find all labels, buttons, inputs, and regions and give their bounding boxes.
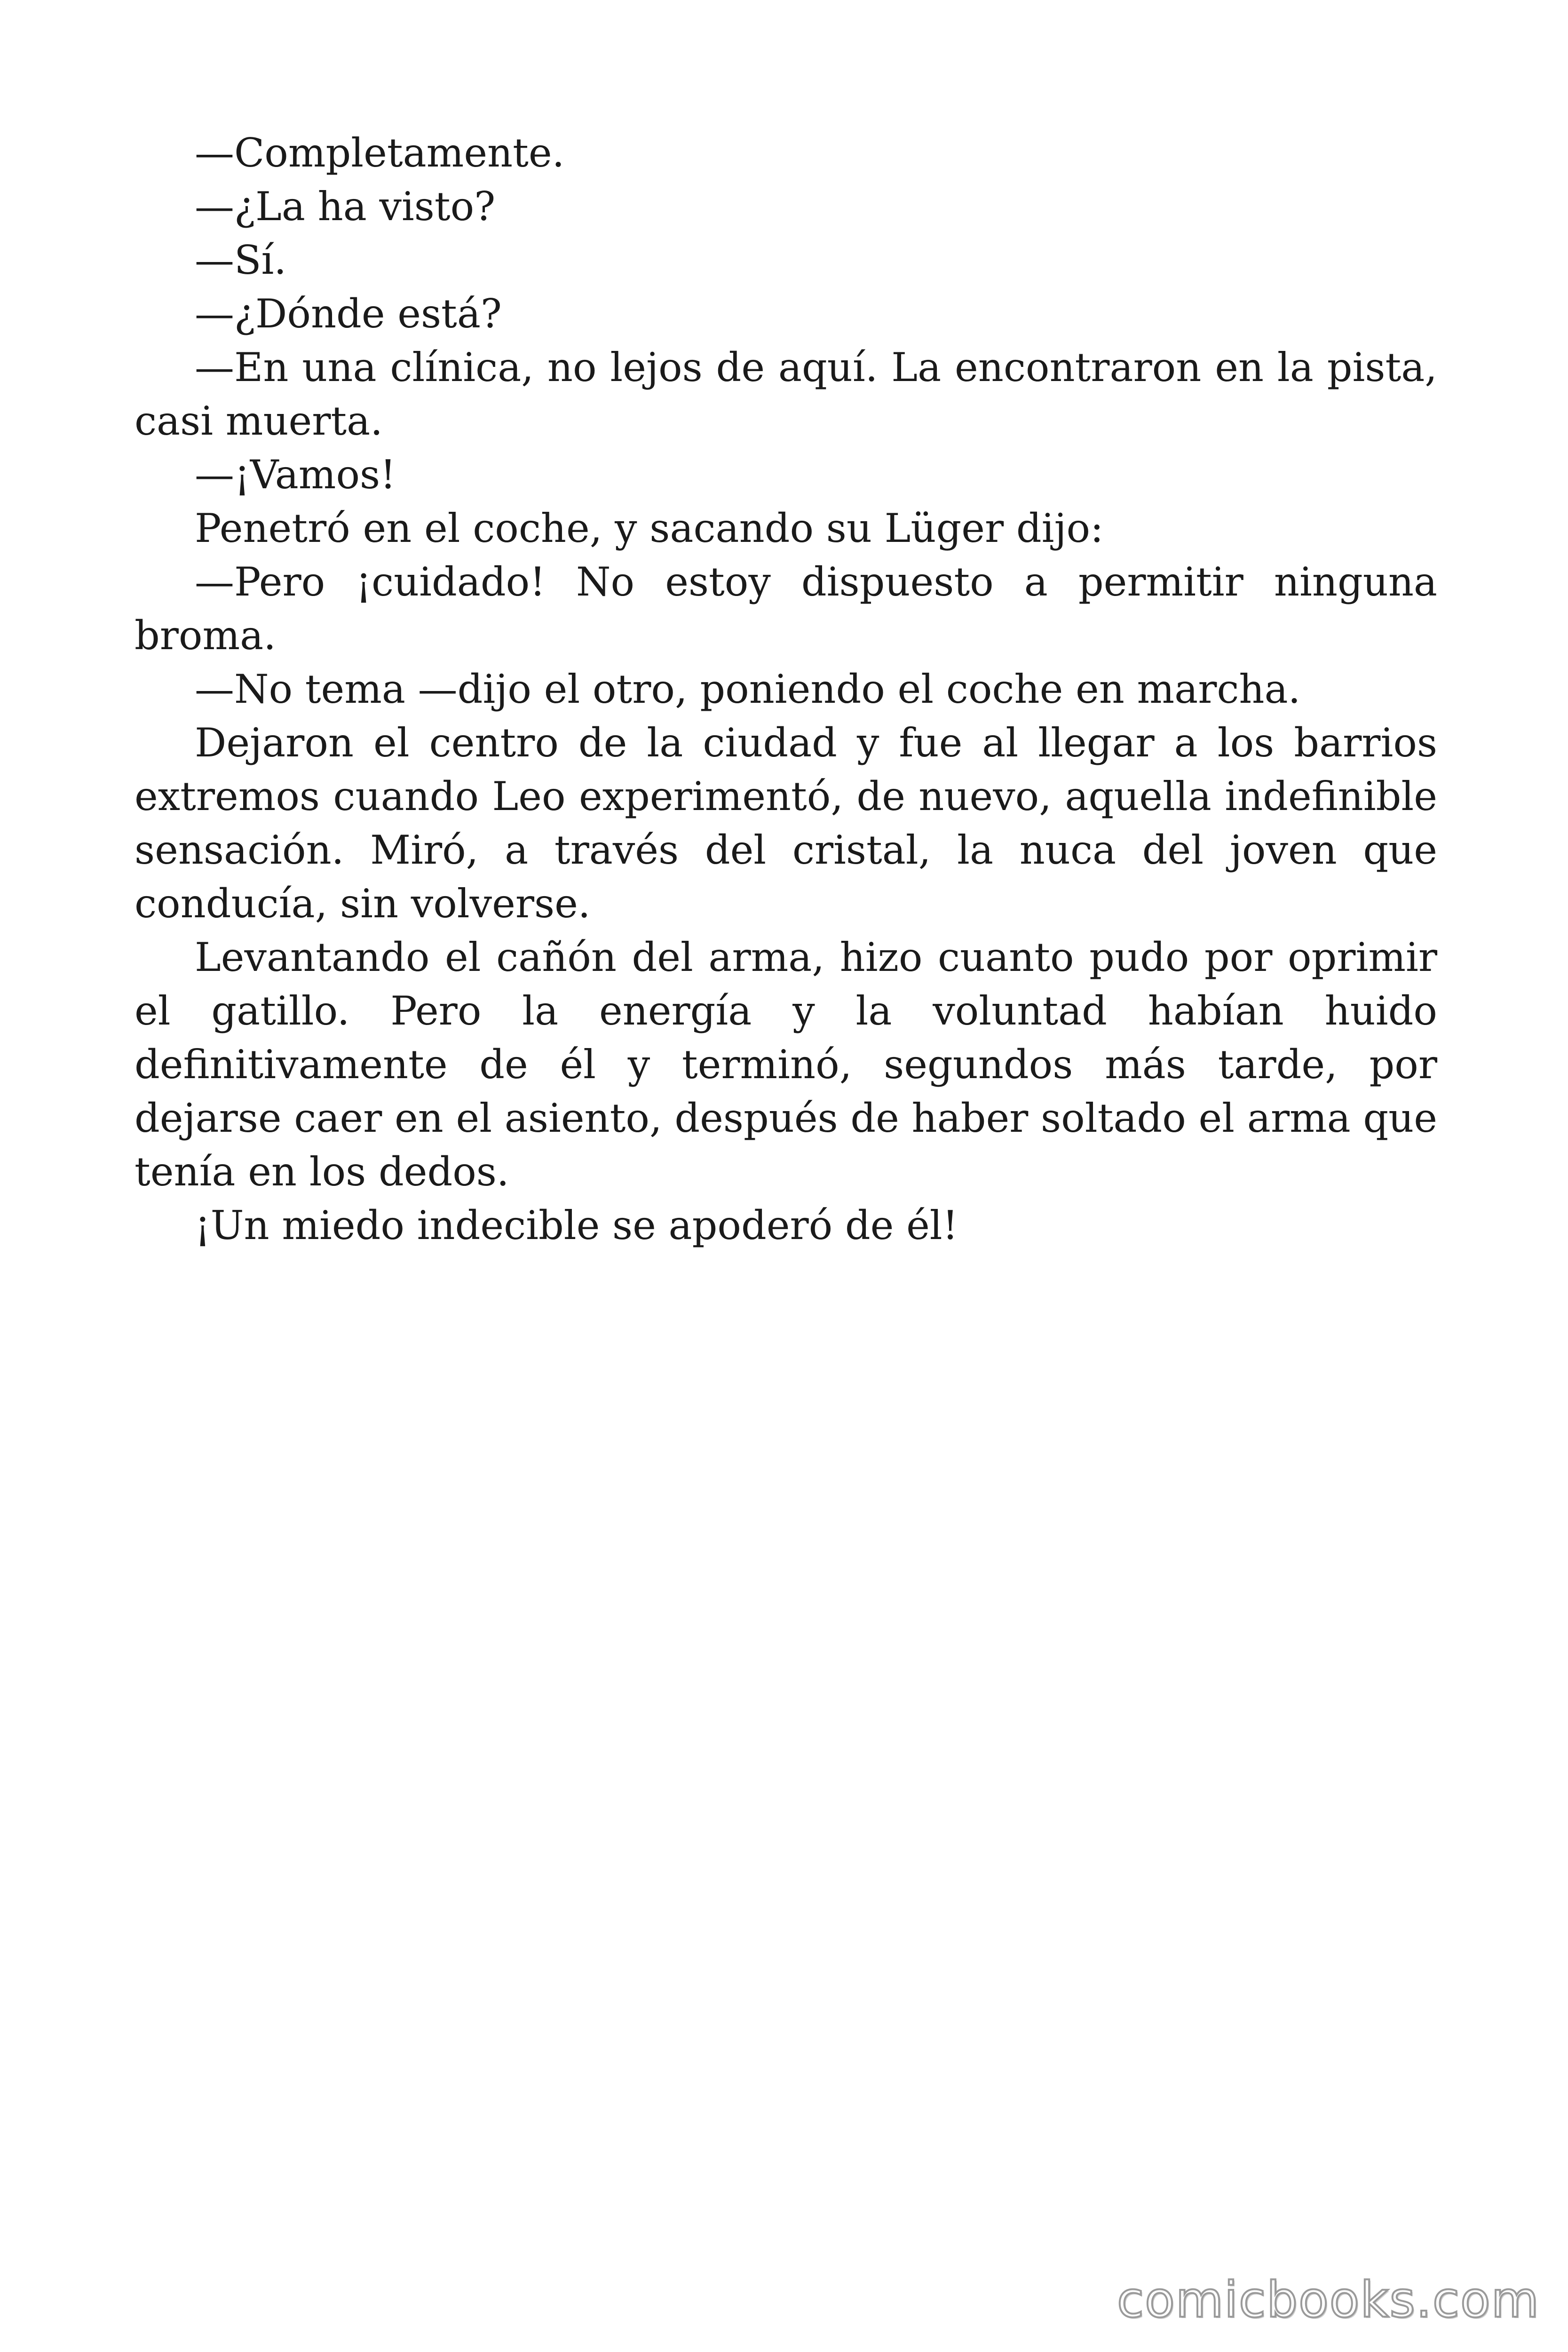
paragraph: —¿Dónde está? bbox=[195, 291, 502, 337]
paragraph: Dejaron el centro de la ciudad y fue al llegar a los barrios extremos cuando Leo experimentó, de nuevo, aquella indefinible sensación. Miró, a través del cristal, la nuca del joven que conducía, sin volverse. bbox=[135, 720, 1437, 927]
paragraph: —Completamente. bbox=[195, 130, 565, 176]
paragraph: —En una clínica, no lejos de aquí. La encontraron en la pista, casi muerta. bbox=[135, 344, 1437, 444]
paragraph: —¿La ha visto? bbox=[195, 183, 496, 230]
paragraph: ¡Un miedo indecible se apoderó de él! bbox=[195, 1202, 958, 1248]
paragraph: —No tema —dijo el otro, poniendo el coche en marcha. bbox=[195, 666, 1301, 712]
body-text bbox=[135, 126, 1437, 1252]
paragraph: —¡Vamos! bbox=[195, 452, 396, 498]
paragraph: Levantando el cañón del arma, hizo cuanto pudo por oprimir el gatillo. Pero la energía y la voluntad habían huido definitivamente de él y terminó, segundos más tarde, por dejarse caer en el asiento, después de haber soltado el arma que tenía en los dedos. bbox=[135, 934, 1437, 1195]
watermark: comicbooks.com bbox=[1117, 2271, 1540, 2328]
paragraph: —Sí. bbox=[195, 237, 287, 283]
paragraph: Penetró en el coche, y sacando su Lüger dijo: bbox=[195, 505, 1104, 551]
paragraph: —Pero ¡cuidado! No estoy dispuesto a permitir ninguna broma. bbox=[135, 559, 1437, 659]
